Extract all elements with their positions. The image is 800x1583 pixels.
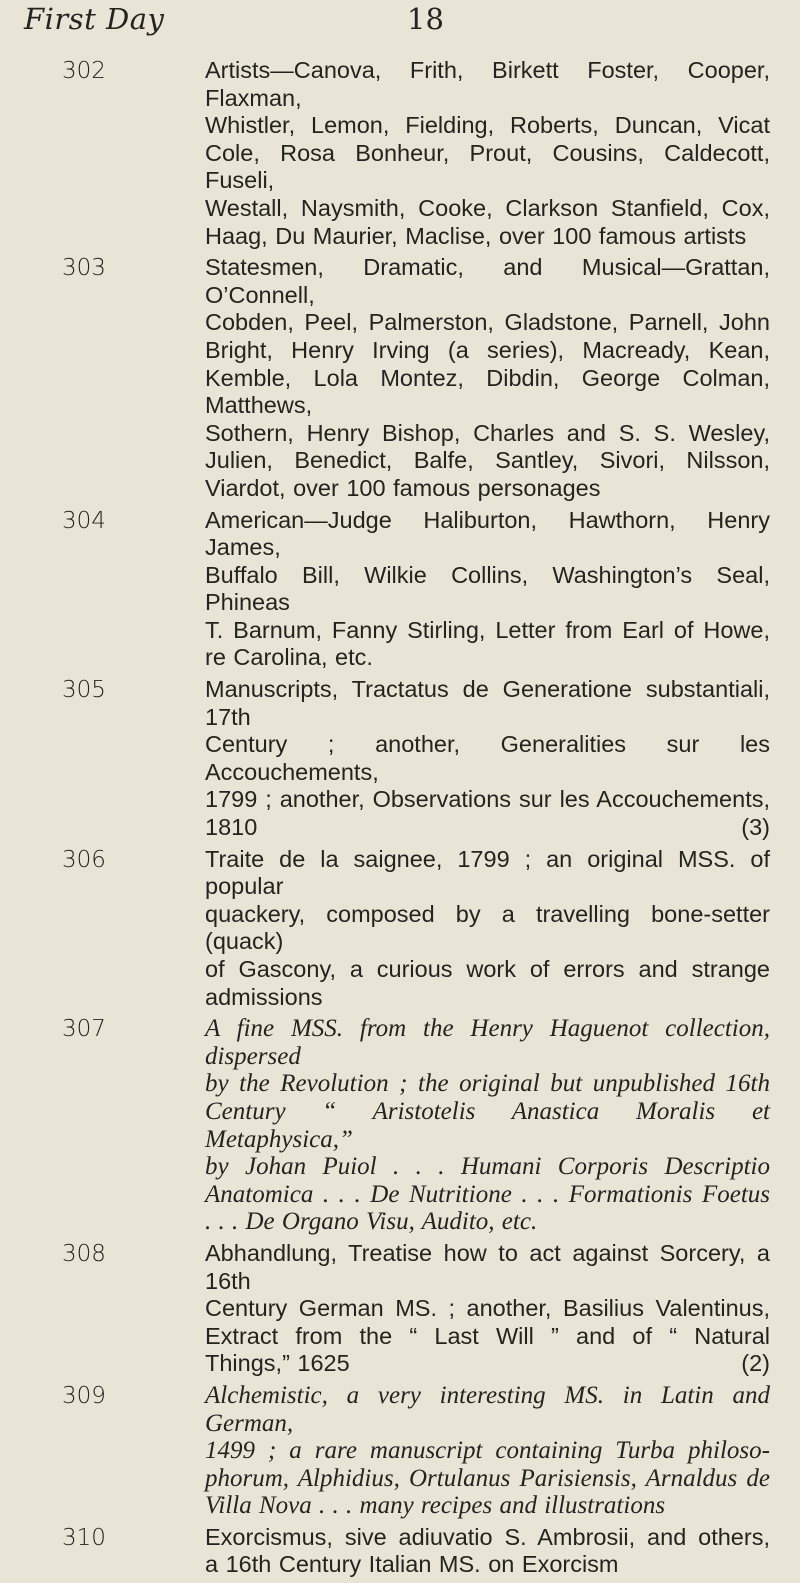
lot-number: 303 xyxy=(62,255,106,282)
description-line xyxy=(205,617,770,645)
lot-description xyxy=(205,676,770,842)
lot-entry xyxy=(0,254,800,502)
description-line xyxy=(205,337,770,365)
description-line-text: quackery, composed by a travelling bone-setter (quack) xyxy=(205,900,770,955)
description-line-text: 1799 ; another, Observations sur les Accouchements, xyxy=(205,786,770,813)
description-line-text: Julien, Benedict, Balfe, Santley, Sivori, Nilsson, xyxy=(205,447,770,474)
description-line-text: T. Barnum, Fanny Stirling, Letter from Earl of Howe, xyxy=(205,616,770,643)
lot-list xyxy=(0,57,800,1583)
description-line xyxy=(205,1465,770,1493)
description-line xyxy=(205,786,770,814)
lot-number: 309 xyxy=(62,1382,106,1409)
lot-description xyxy=(205,1240,770,1378)
lot-entry xyxy=(0,676,800,842)
lot-number: 310 xyxy=(62,1524,106,1551)
description-line-text: Haag, Du Maurier, Maclise, over 100 famous artists xyxy=(205,222,747,249)
description-line-text: Cobden, Peel, Palmerston, Gladstone, Parnell, John xyxy=(205,309,770,336)
lot-quantity: (2) xyxy=(741,1350,770,1377)
lot-entry xyxy=(0,846,800,1012)
description-line-text: Manuscripts, Tractatus de Generatione substantiali, 17th xyxy=(205,676,770,730)
description-line xyxy=(205,1437,770,1465)
description-line xyxy=(205,1181,770,1209)
description-line-text: Statesmen, Dramatic, and Musical—Grattan, O’Connell, xyxy=(205,254,770,308)
description-line xyxy=(205,1551,770,1579)
lot-description xyxy=(205,1524,770,1579)
lot-number: 307 xyxy=(62,1016,106,1043)
lot-number: 306 xyxy=(62,846,106,873)
description-line-text: by Johan Puiol . . . Humani Corporis Descriptio xyxy=(205,1153,770,1181)
description-line-text: . . . De Organo Visu, Audito, etc. xyxy=(205,1208,538,1236)
description-line-text: Sothern, Henry Bishop, Charles and S. S. Wesley, xyxy=(205,419,770,446)
description-line xyxy=(205,309,770,337)
lot-description xyxy=(205,1382,770,1520)
description-line xyxy=(205,475,770,503)
description-line xyxy=(205,984,770,1012)
description-line-text: Century “ Aristotelis Anastica Moralis et Metaphysica,” xyxy=(205,1097,770,1153)
description-line xyxy=(205,365,770,420)
description-line xyxy=(205,57,770,112)
lot-description xyxy=(205,846,770,1012)
description-line-text: Alchemistic, a very interesting MS. in Latin and German, xyxy=(205,1381,770,1437)
lot-number: 302 xyxy=(62,58,106,84)
running-title: First Day xyxy=(24,2,165,36)
lot-entry xyxy=(0,1015,800,1236)
description-line xyxy=(205,420,770,448)
description-line-text: Century ; another, Generalities sur les Accouchements, xyxy=(205,731,770,785)
description-line-text: Anatomica . . . De Nutritione . . . Formationis Foetus xyxy=(205,1180,770,1208)
description-line-text: by the Revolution ; the original but unpublished 16th xyxy=(205,1070,770,1098)
lot-entry xyxy=(0,1382,800,1520)
description-line-text: Things,” 1625 xyxy=(205,1350,350,1377)
description-line-text: of Gascony, a curious work of errors and strange xyxy=(205,956,770,982)
description-line xyxy=(205,956,770,984)
description-line-text: Westall, Naysmith, Cooke, Clarkson Stanfield, Cox, xyxy=(205,194,770,221)
description-line-text: A fine MSS. from the Henry Haguenot collection, dispersed xyxy=(205,1015,770,1070)
description-line xyxy=(205,644,770,672)
description-line-text: phorum, Alphidius, Ortulanus Parisiensis, Arnaldus de xyxy=(205,1464,770,1492)
description-line-text: 1810 xyxy=(205,814,258,841)
description-line xyxy=(205,1382,770,1437)
description-line-text: Kemble, Lola Montez, Dibdin, George Colman, Matthews, xyxy=(205,364,770,419)
description-line-text: a 16th Century Italian MS. on Exorcism xyxy=(205,1551,619,1578)
lot-entry xyxy=(0,1524,800,1579)
running-head xyxy=(24,2,776,42)
description-line xyxy=(205,1524,770,1552)
lot-description xyxy=(205,507,770,673)
description-line-text: re Carolina, etc. xyxy=(205,644,373,671)
description-line xyxy=(205,1153,770,1181)
description-line xyxy=(205,731,770,786)
description-line xyxy=(205,195,770,223)
lot-description xyxy=(205,254,770,502)
description-line xyxy=(205,1208,770,1236)
description-line-text: Traite de la saignee, 1799 ; an original MSS. of popular xyxy=(205,845,770,900)
description-line-text: Artists—Canova, Frith, Birkett Foster, Cooper, Flaxman, xyxy=(205,57,770,111)
description-line xyxy=(205,1323,770,1351)
description-line-text: Viardot, over 100 famous personages xyxy=(205,474,601,501)
description-line xyxy=(205,140,770,195)
description-line xyxy=(205,507,770,562)
description-line-text: Extract from the “ Last Will ” and of “ Natural xyxy=(205,1322,770,1349)
description-line xyxy=(205,112,770,140)
page-number: 18 xyxy=(407,2,444,36)
description-line xyxy=(205,562,770,617)
description-line xyxy=(205,447,770,475)
lot-number: 305 xyxy=(62,677,106,704)
description-line xyxy=(205,1070,770,1098)
description-line xyxy=(205,901,770,956)
description-line-text: Exorcismus, sive adiuvatio S. Ambrosii, and others, xyxy=(205,1523,770,1550)
lot-number: 304 xyxy=(62,507,106,534)
description-line xyxy=(205,1295,770,1323)
description-line xyxy=(205,1240,770,1295)
description-line-text: Whistler, Lemon, Fielding, Roberts, Duncan, Vicat xyxy=(205,112,770,139)
description-line-text: Cole, Rosa Bonheur, Prout, Cousins, Caldecott, Fuseli, xyxy=(205,139,770,194)
description-line xyxy=(205,814,770,842)
description-line-text: 1499 ; a rare manuscript containing Turba philoso- xyxy=(205,1437,770,1465)
description-line-text: American—Judge Haliburton, Hawthorn, Henry James, xyxy=(205,506,770,561)
description-line xyxy=(205,1098,770,1153)
description-line xyxy=(205,676,770,731)
description-line xyxy=(205,846,770,901)
lot-entry xyxy=(0,57,800,250)
description-line xyxy=(205,1492,770,1520)
description-line-text: Buffalo Bill, Wilkie Collins, Washington’s Seal, Phineas xyxy=(205,561,770,616)
lot-number: 308 xyxy=(62,1240,106,1267)
description-line xyxy=(205,223,770,251)
description-line-text: Bright, Henry Irving (a series), Macready, Kean, xyxy=(205,336,770,363)
description-line-text: Abhandlung, Treatise how to act against Sorcery, a 16th xyxy=(205,1239,770,1294)
description-line-text: Century German MS. ; another, Basilius Valentinus, xyxy=(205,1295,770,1322)
lot-description xyxy=(205,57,770,250)
lot-description xyxy=(205,1015,770,1236)
description-line xyxy=(205,1015,770,1070)
lot-quantity: (3) xyxy=(741,814,770,841)
description-line xyxy=(205,254,770,309)
description-line-text: Villa Nova . . . many recipes and illustrations xyxy=(205,1492,666,1520)
lot-entry xyxy=(0,1240,800,1378)
description-line xyxy=(205,1350,770,1378)
lot-entry xyxy=(0,507,800,673)
description-line-text: admissions xyxy=(205,983,323,1010)
